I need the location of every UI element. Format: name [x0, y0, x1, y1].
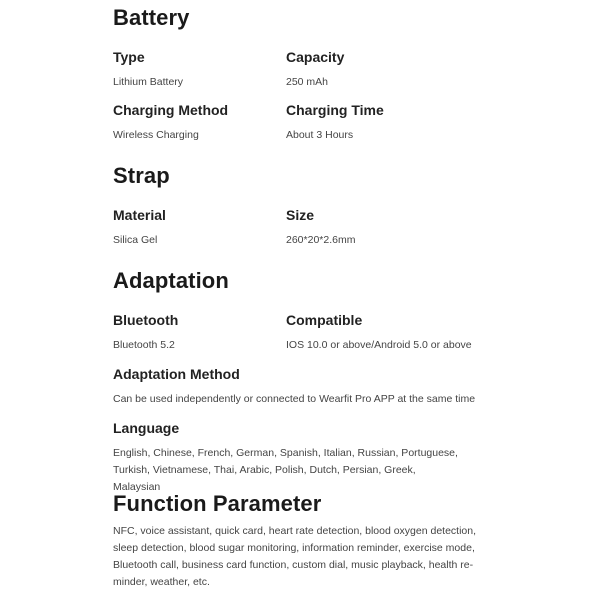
charging-method-label: Charging Method	[113, 102, 229, 118]
battery-heading: Battery	[113, 5, 190, 30]
language-label: Language	[113, 420, 180, 436]
material-label: Material	[113, 207, 166, 223]
adaptation-method-value: Can be used independently or connected to Wearfit Pro APP at the same time	[113, 393, 476, 405]
compatible-label: Compatible	[286, 312, 363, 328]
function-parameter-value: NFC, voice assistant, quick card, heart rate detection, blood oxygen detection, sleep detection, blood sugar monitoring, information reminder, exercise mode, Bluetooth call, business card function, custom dial, music playback, health re-minder, weather, etc.	[113, 525, 477, 588]
type-value: Lithium Battery	[113, 76, 184, 88]
adaptation-method-label: Adaptation Method	[113, 366, 240, 382]
capacity-label: Capacity	[286, 49, 345, 65]
charging-time-value: About 3 Hours	[286, 129, 354, 141]
compatible-value: IOS 10.0 or above/Android 5.0 or above	[286, 339, 472, 351]
bluetooth-label: Bluetooth	[113, 312, 179, 328]
strap-heading: Strap	[113, 163, 170, 188]
language-value: English, Chinese, French, German, Spanish, Italian, Russian, Portuguese, Turkish, Vietnamese, Thai, Arabic, Polish, Dutch, Persian, Greek, Malaysian	[113, 447, 458, 493]
charging-method-value: Wireless Charging	[113, 129, 199, 141]
function-parameter-heading: Function Parameter	[113, 491, 322, 516]
bluetooth-value: Bluetooth 5.2	[113, 339, 175, 351]
capacity-value: 250 mAh	[286, 76, 329, 88]
charging-time-label: Charging Time	[286, 102, 384, 118]
size-label: Size	[286, 207, 315, 223]
adaptation-heading: Adaptation	[113, 268, 229, 293]
material-value: Silica Gel	[113, 234, 158, 246]
spec-sheet	[113, 0, 583, 600]
size-value: 260*20*2.6mm	[286, 234, 356, 246]
type-label: Type	[113, 49, 145, 65]
